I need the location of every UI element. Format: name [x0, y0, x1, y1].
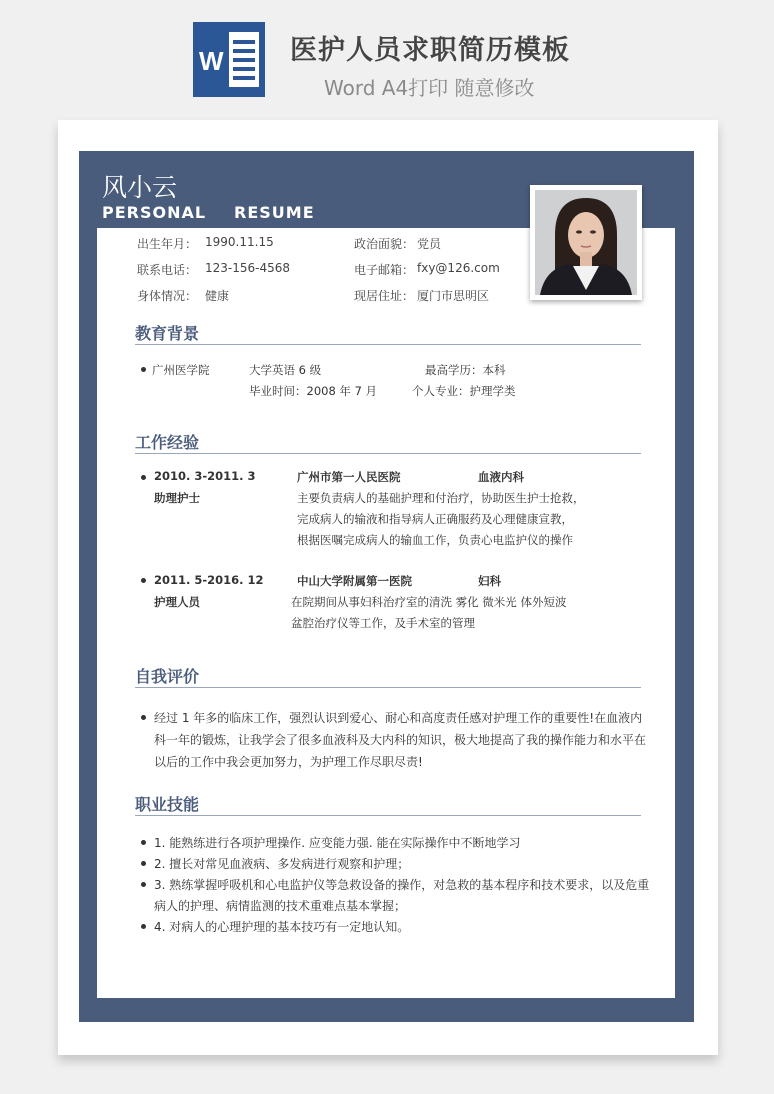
email-label: 电子邮箱： [354, 263, 415, 277]
bullet [141, 475, 146, 480]
resume-label: RESUME [234, 203, 315, 222]
self-eval-line: 经过 1 年多的临床工作，强烈认识到爱心、耐心和高度责任感对护理工作的重要性!在血液内 [154, 711, 643, 725]
education-title: 教育背景 [135, 324, 200, 343]
work-title: 工作经验 [135, 433, 200, 452]
personal-label: PERSONAL [102, 203, 207, 222]
job-hospital: 中山大学附属第一医院 [297, 574, 412, 588]
health-label: 身体情况： [137, 289, 198, 303]
education-english: 大学英语 6 级 [249, 363, 322, 377]
section-divider [135, 344, 641, 345]
job-position: 护理人员 [154, 595, 200, 609]
health-value: 健康 [205, 289, 230, 303]
self-eval-title: 自我评价 [135, 667, 200, 686]
bullet [141, 578, 146, 583]
job-period: 2011. 5-2016. 12 [154, 573, 264, 587]
skill-item: 3. 熟练掌握呼吸机和心电监护仪等急救设备的操作，对急救的基本程序和技术要求，以及危重 [154, 878, 650, 892]
svg-text:W: W [199, 46, 224, 76]
page-title: 医护人员求职简历模板 [290, 35, 570, 66]
skill-item: 4. 对病人的心理护理的基本技巧有一定地认知。 [154, 920, 410, 934]
job-desc-line: 根据医嘱完成病人的输血工作，负责心电监护仪的操作 [297, 533, 573, 547]
bullet [141, 840, 146, 845]
bullet [141, 861, 146, 866]
address-value: 厦门市思明区 [417, 289, 490, 303]
section-divider [135, 815, 641, 816]
skill-item-cont: 病人的护理、病情监测的技术重难点基本掌握； [154, 899, 407, 913]
bullet [141, 367, 146, 372]
skill-item: 2. 擅长对常见血液病、多发病进行观察和护理； [154, 857, 410, 871]
page-subtitle: Word A4打印 随意修改 [324, 76, 535, 100]
education-graduation: 毕业时间：2008 年 7 月 [249, 384, 378, 398]
phone-label: 联系电话： [137, 263, 198, 277]
section-divider [135, 687, 641, 688]
bullet [141, 882, 146, 887]
resume-name: 风小云 [102, 173, 178, 202]
job-dept: 妇科 [478, 574, 501, 588]
politics-value: 党员 [417, 237, 442, 251]
skills-title: 职业技能 [135, 795, 200, 814]
politics-label: 政治面貌： [354, 237, 415, 251]
self-eval-line: 科一年的锻炼，让我学会了很多血液科及大内科的知识，极大地提高了我的操作能力和水平在 [154, 733, 647, 747]
job-desc-line: 主要负责病人的基础护理和付治疗，协助医生护士抢救， [297, 491, 585, 505]
job-position: 助理护士 [154, 491, 200, 505]
section-divider [135, 453, 641, 454]
page-header [0, 0, 774, 118]
skill-item: 1. 能熟练进行各项护理操作. 应变能力强. 能在实际操作中不断地学习 [154, 836, 521, 850]
birth-label: 出生年月： [137, 237, 198, 251]
birth-value: 1990.11.15 [205, 235, 274, 249]
job-desc-line: 盆腔治疗仪等工作，及手术室的管理 [291, 616, 475, 630]
word-icon [193, 22, 265, 97]
education-school: 广州医学院 [152, 363, 210, 377]
profile-photo [530, 185, 642, 300]
email-value: fxy@126.com [417, 261, 500, 275]
job-desc-line: 在院期间从事妇科治疗室的清洗 雾化 微米光 体外短波 [291, 595, 567, 609]
job-dept: 血液内科 [478, 470, 524, 484]
self-eval-line: 以后的工作中我会更加努力，为护理工作尽职尽责! [154, 755, 423, 769]
job-desc-line: 完成病人的输液和指导病人正确服药及心理健康宣教， [297, 512, 573, 526]
bullet [141, 924, 146, 929]
job-period: 2010. 3-2011. 3 [154, 469, 256, 483]
address-label: 现居住址： [354, 289, 415, 303]
phone-value: 123-156-4568 [205, 261, 291, 275]
job-hospital: 广州市第一人民医院 [297, 470, 401, 484]
education-major: 个人专业：护理学类 [412, 384, 516, 398]
education-degree: 最高学历：本科 [425, 363, 506, 377]
bullet [141, 715, 146, 720]
